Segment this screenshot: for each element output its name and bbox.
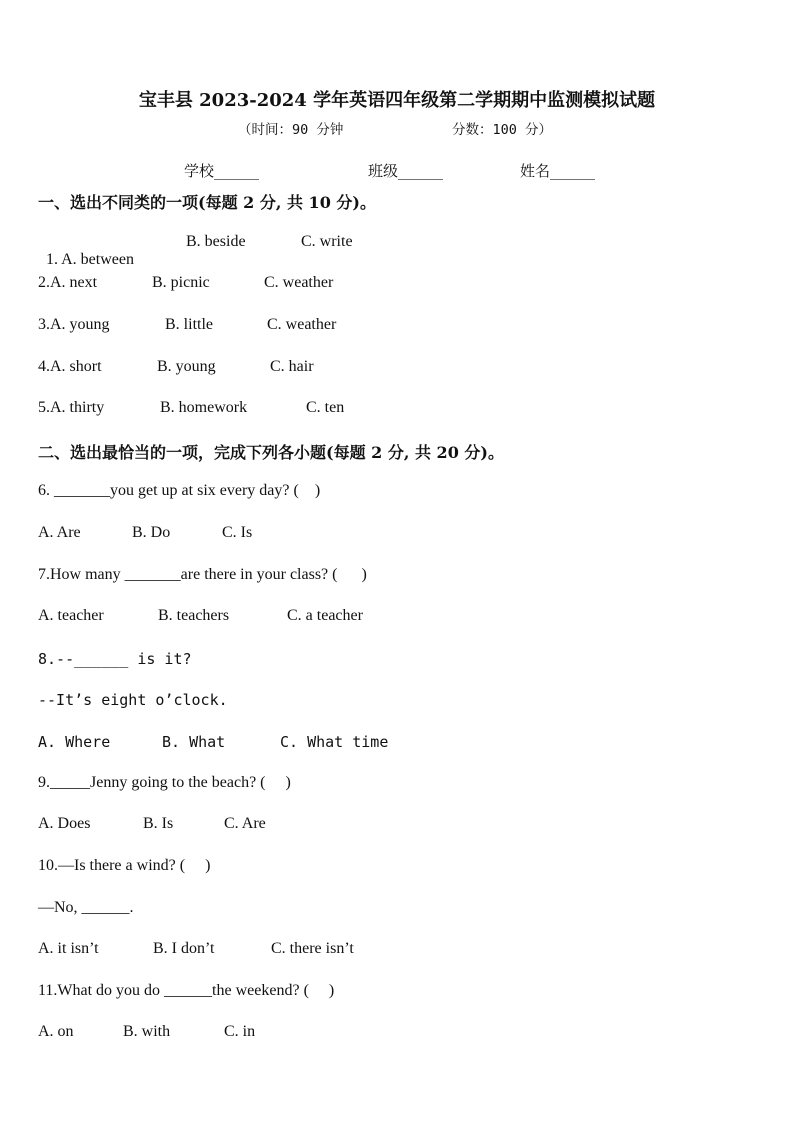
question-9-stem: 9._____Jenny going to the beach? ( ) — [38, 774, 291, 791]
question-1-option-a: 1. A. between — [46, 251, 134, 268]
question-3-option-b: B. little — [165, 316, 213, 333]
question-10-option-a: A. it isn’t — [38, 940, 99, 957]
question-6-option-c: C. Is — [222, 524, 253, 541]
question-8-stem: 8.--______ is it? — [38, 650, 192, 668]
question-1-option-b: B. beside — [186, 233, 246, 250]
question-9-option-b: B. Is — [143, 815, 174, 832]
question-7-option-c: C. a teacher — [287, 607, 363, 624]
question-4-option-c: C. hair — [270, 358, 314, 375]
section-2-heading: 二、选出最恰当的一项，完成下列各小题(每题 2 分, 共 20 分)。 — [38, 443, 504, 462]
question-8-option-c: C. What time — [280, 733, 389, 751]
question-5-option-a: 5.A. thirty — [38, 399, 105, 416]
question-1 — [38, 233, 134, 269]
question-6-option-a: A. Are — [38, 524, 81, 541]
question-6-stem: 6. _______you get up at six every day? ( ) — [38, 482, 321, 499]
question-9-option-c: C. Are — [224, 815, 266, 832]
class-field[interactable]: 班级______ — [368, 162, 444, 180]
question-8-dialogue: --It’s eight o’clock. — [38, 691, 228, 709]
question-10-stem: 10.—Is there a wind? ( ) — [38, 857, 211, 874]
question-4-option-b: B. young — [157, 358, 216, 375]
school-field[interactable]: 学校______ — [184, 162, 260, 180]
question-10-option-c: C. there isn’t — [271, 940, 354, 957]
question-7-option-a: A. teacher — [38, 607, 104, 624]
question-8-option-a: A. Where — [38, 733, 111, 751]
question-5-option-b: B. homework — [160, 399, 248, 416]
question-11-option-a: A. on — [38, 1023, 74, 1040]
question-11-stem: 11.What do you do ______the weekend? ( ) — [38, 982, 335, 999]
question-7-stem: 7.How many _______are there in your class? ( ) — [38, 566, 367, 583]
page-title: 宝丰县 2023-2024 学年英语四年级第二学期期中监测模拟试题 — [138, 90, 656, 111]
exam-time: （时间：90 分钟 — [238, 122, 344, 138]
section-1-heading: 一、选出不同类的一项(每题 2 分, 共 10 分)。 — [38, 193, 376, 212]
question-2-option-b: B. picnic — [152, 274, 210, 291]
exam-score: 分数：100 分） — [452, 122, 553, 138]
question-5-option-c: C. ten — [306, 399, 345, 416]
question-2-option-a: 2.A. next — [38, 274, 98, 291]
question-1-option-c: C. write — [301, 233, 353, 250]
question-3-option-a: 3.A. young — [38, 316, 110, 333]
question-10-dialogue: —No, ______. — [38, 899, 134, 916]
question-11-option-b: B. with — [123, 1023, 171, 1040]
question-7-option-b: B. teachers — [158, 607, 230, 624]
question-2-option-c: C. weather — [264, 274, 334, 291]
name-field[interactable]: 姓名______ — [520, 162, 596, 180]
question-10-option-b: B. I don’t — [153, 940, 215, 957]
question-11-option-c: C. in — [224, 1023, 256, 1040]
question-3-option-c: C. weather — [267, 316, 337, 333]
question-6-option-b: B. Do — [132, 524, 171, 541]
question-8-option-b: B. What — [162, 733, 226, 751]
question-4-option-a: 4.A. short — [38, 358, 102, 375]
question-9-option-a: A. Does — [38, 815, 91, 832]
